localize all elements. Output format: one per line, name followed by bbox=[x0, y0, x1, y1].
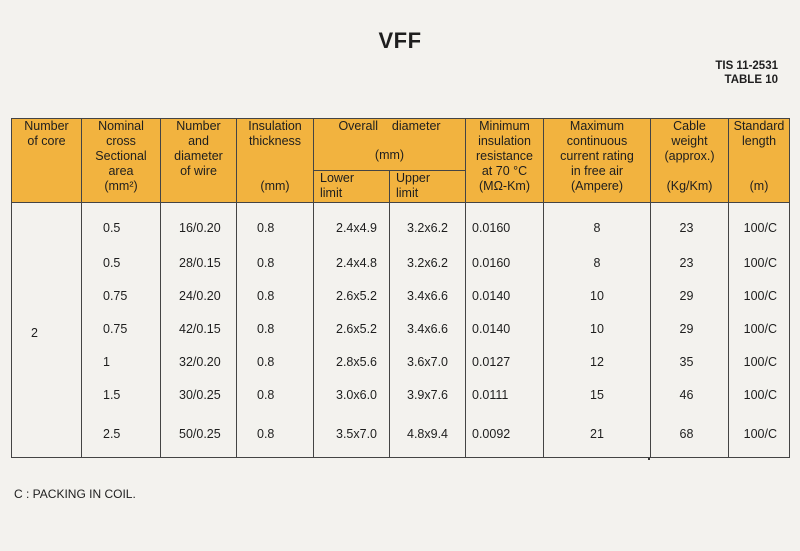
cell-current: 15 bbox=[544, 378, 651, 411]
header-resistance: Minimum insulation resistance at 70 °C (MΩ-Km) bbox=[466, 119, 544, 203]
cell-current: 10 bbox=[544, 279, 651, 312]
header-overall-diameter: Overall diameter (mm) bbox=[314, 119, 466, 171]
cell-resistance: 0.0127 bbox=[466, 345, 544, 378]
header-weight: Cable weight (approx.) (Kg/Km) bbox=[651, 119, 729, 203]
table-row bbox=[12, 279, 790, 312]
cell-length: 100/C bbox=[729, 378, 790, 411]
cell-weight: 29 bbox=[651, 279, 729, 312]
cell-resistance: 0.0111 bbox=[466, 378, 544, 411]
cell-weight: 29 bbox=[651, 312, 729, 345]
cell-upper-limit: 4.8x9.4 bbox=[390, 411, 466, 458]
table-number: TABLE 10 bbox=[724, 74, 778, 86]
packing-note: C : PACKING IN COIL. bbox=[14, 487, 136, 501]
cell-lower-limit: 3.0x6.0 bbox=[314, 378, 390, 411]
cell-area: 2.5 bbox=[82, 411, 161, 458]
table-row bbox=[12, 312, 790, 345]
header-length: Standard length (m) bbox=[729, 119, 790, 203]
cell-current: 8 bbox=[544, 246, 651, 279]
cell-length: 100/C bbox=[729, 246, 790, 279]
cell-lower-limit: 2.8x5.6 bbox=[314, 345, 390, 378]
page-title: VFF bbox=[378, 28, 422, 53]
cell-wire: 16/0.20 bbox=[161, 203, 237, 247]
cell-insulation: 0.8 bbox=[237, 312, 314, 345]
cell-resistance: 0.0140 bbox=[466, 279, 544, 312]
cell-lower-limit: 2.4x4.8 bbox=[314, 246, 390, 279]
cell-wire: 50/0.25 bbox=[161, 411, 237, 458]
table-body bbox=[12, 203, 790, 458]
cell-lower-limit: 2.6x5.2 bbox=[314, 279, 390, 312]
cell-weight: 35 bbox=[651, 345, 729, 378]
table-row bbox=[12, 203, 790, 247]
cell-insulation: 0.8 bbox=[237, 279, 314, 312]
cell-wire: 28/0.15 bbox=[161, 246, 237, 279]
cell-length: 100/C bbox=[729, 312, 790, 345]
table-row bbox=[12, 411, 790, 458]
header-upper-limit: Upper limit bbox=[390, 171, 466, 203]
cell-area: 0.75 bbox=[82, 312, 161, 345]
header-insulation: Insulation thickness (mm) bbox=[237, 119, 314, 203]
cell-lower-limit: 2.4x4.9 bbox=[314, 203, 390, 247]
cell-current: 21 bbox=[544, 411, 651, 458]
cable-spec-table bbox=[11, 118, 790, 458]
cell-weight: 23 bbox=[651, 246, 729, 279]
cell-upper-limit: 3.6x7.0 bbox=[390, 345, 466, 378]
cell-area: 0.5 bbox=[82, 246, 161, 279]
cell-number-of-core: 2 bbox=[12, 203, 82, 458]
cell-insulation: 0.8 bbox=[237, 345, 314, 378]
stray-dot bbox=[648, 458, 650, 460]
table-row bbox=[12, 345, 790, 378]
cell-area: 1 bbox=[82, 345, 161, 378]
cell-weight: 23 bbox=[651, 203, 729, 247]
cell-resistance: 0.0140 bbox=[466, 312, 544, 345]
cell-length: 100/C bbox=[729, 279, 790, 312]
cell-length: 100/C bbox=[729, 203, 790, 247]
cell-upper-limit: 3.2x6.2 bbox=[390, 203, 466, 247]
cell-wire: 30/0.25 bbox=[161, 378, 237, 411]
header-current: Maximum continuous current rating in free air (Ampere) bbox=[544, 119, 651, 203]
cell-insulation: 0.8 bbox=[237, 411, 314, 458]
header-nominal-area: Nominal cross Sectional area (mm²) bbox=[82, 119, 161, 203]
cell-insulation: 0.8 bbox=[237, 378, 314, 411]
cell-resistance: 0.0160 bbox=[466, 246, 544, 279]
cell-area: 0.5 bbox=[82, 203, 161, 247]
standard-number: TIS 11-2531 bbox=[715, 60, 778, 72]
cell-length: 100/C bbox=[729, 345, 790, 378]
cell-weight: 68 bbox=[651, 411, 729, 458]
cell-upper-limit: 3.2x6.2 bbox=[390, 246, 466, 279]
table-row bbox=[12, 378, 790, 411]
header-number-diameter: Number and diameter of wire bbox=[161, 119, 237, 203]
cell-area: 0.75 bbox=[82, 279, 161, 312]
cell-current: 12 bbox=[544, 345, 651, 378]
cell-insulation: 0.8 bbox=[237, 246, 314, 279]
cell-upper-limit: 3.4x6.6 bbox=[390, 312, 466, 345]
standard-reference bbox=[715, 59, 778, 87]
cell-length: 100/C bbox=[729, 411, 790, 458]
cell-upper-limit: 3.9x7.6 bbox=[390, 378, 466, 411]
cell-current: 10 bbox=[544, 312, 651, 345]
cell-wire: 32/0.20 bbox=[161, 345, 237, 378]
cell-upper-limit: 3.4x6.6 bbox=[390, 279, 466, 312]
cell-insulation: 0.8 bbox=[237, 203, 314, 247]
cell-current: 8 bbox=[544, 203, 651, 247]
cell-weight: 46 bbox=[651, 378, 729, 411]
cell-resistance: 0.0160 bbox=[466, 203, 544, 247]
table-header bbox=[12, 119, 790, 203]
cell-resistance: 0.0092 bbox=[466, 411, 544, 458]
cell-wire: 24/0.20 bbox=[161, 279, 237, 312]
table-row bbox=[12, 246, 790, 279]
cell-wire: 42/0.15 bbox=[161, 312, 237, 345]
cell-area: 1.5 bbox=[82, 378, 161, 411]
cell-lower-limit: 2.6x5.2 bbox=[314, 312, 390, 345]
header-number-of-core: Number of core bbox=[12, 119, 82, 203]
header-lower-limit: Lower limit bbox=[314, 171, 390, 203]
cell-lower-limit: 3.5x7.0 bbox=[314, 411, 390, 458]
